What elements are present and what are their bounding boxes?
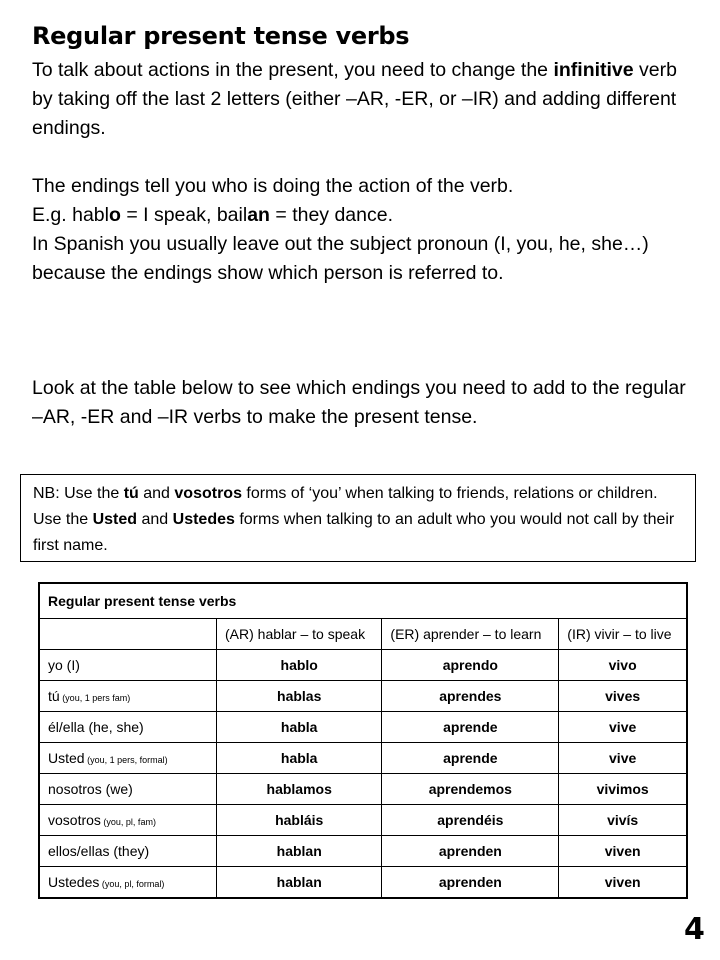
pronoun-paragraph: In Spanish you usually leave out the subject pronoun (I, you, he, she…) because the endings show which person is referred to. — [32, 233, 649, 284]
nb-text-2: and — [138, 485, 175, 502]
table-title: Regular present tense verbs — [39, 583, 687, 619]
example-prefix: E.g. habl — [32, 204, 109, 226]
nb-bold-vosotros: vosotros — [174, 485, 242, 502]
table-header-row — [39, 619, 687, 650]
pronoun-cell — [39, 867, 217, 899]
table-row — [39, 681, 687, 712]
header-ir: (IR) vivir – to live — [559, 619, 687, 650]
pronoun-note: (you, pl, fam) — [100, 817, 156, 827]
pronoun-cell — [39, 712, 217, 743]
table-title-row — [39, 583, 687, 619]
table-row — [39, 805, 687, 836]
table-row — [39, 743, 687, 774]
pronoun-label: Ustedes — [48, 874, 100, 890]
pronoun-note: (you, 1 pers fam) — [59, 693, 131, 703]
header-blank-cell — [39, 619, 217, 650]
pronoun-label: él/ella (he, she) — [48, 719, 144, 735]
verb-table-body — [39, 583, 687, 898]
verb-form-cell: aprendes — [382, 681, 559, 712]
nb-text-1: NB: Use the — [33, 485, 124, 502]
verb-form-cell: habla — [217, 712, 382, 743]
verb-form-cell: habla — [217, 743, 382, 774]
table-row — [39, 836, 687, 867]
pronoun-cell — [39, 774, 217, 805]
table-row — [39, 867, 687, 899]
verb-form-cell: vivo — [559, 650, 687, 681]
page-number: 4 — [684, 912, 705, 947]
verb-form-cell: aprenden — [382, 836, 559, 867]
intro-text: To talk about actions in the present, you need to change the — [32, 59, 554, 81]
pronoun-note: (you, 1 pers, formal) — [84, 755, 168, 765]
pronoun-cell — [39, 836, 217, 867]
verb-form-cell: hablo — [217, 650, 382, 681]
nb-bold-tu: tú — [123, 485, 139, 502]
pronoun-note: (you, pl, formal) — [99, 879, 165, 889]
verb-form-cell: vive — [559, 712, 687, 743]
nb-text-4: and — [137, 511, 173, 528]
header-ar: (AR) hablar – to speak — [217, 619, 382, 650]
verb-form-cell: aprenden — [382, 867, 559, 899]
example-mid: = I speak, bail — [120, 204, 248, 226]
pronoun-cell — [39, 805, 217, 836]
verb-form-cell: vivimos — [559, 774, 687, 805]
pronoun-label: nosotros (we) — [48, 781, 133, 797]
verb-form-cell: viven — [559, 836, 687, 867]
table-row — [39, 650, 687, 681]
nb-box — [20, 474, 696, 562]
intro-text-end: verb by taking off the last 2 letters (either –AR, -ER, or –IR) and adding different endings. — [32, 59, 677, 139]
verb-form-cell: aprende — [382, 712, 559, 743]
table-row — [39, 712, 687, 743]
verb-form-cell: hablamos — [217, 774, 382, 805]
verb-form-cell: vive — [559, 743, 687, 774]
infinitive-bold: infinitive — [553, 59, 634, 81]
verb-form-cell: aprendo — [382, 650, 559, 681]
nb-text-5: forms when talking to an adult who you would not call by their first name. — [33, 511, 675, 554]
verb-form-cell: aprendemos — [382, 774, 559, 805]
pronoun-label: yo (I) — [48, 657, 80, 673]
verb-form-cell: viven — [559, 867, 687, 899]
intro-paragraph — [32, 56, 692, 143]
header-er: (ER) aprender – to learn — [382, 619, 559, 650]
table-intro-paragraph: Look at the table below to see which endings you need to add to the regular –AR, -ER and –IR verbs to make the present tense. — [32, 377, 686, 428]
example-line — [32, 201, 692, 230]
example-ending-1: o — [108, 204, 121, 226]
verb-form-cell: hablas — [217, 681, 382, 712]
verb-form-cell: aprende — [382, 743, 559, 774]
table-row — [39, 774, 687, 805]
endings-paragraph — [32, 172, 692, 230]
nb-bold-ustedes: Ustedes — [172, 511, 235, 528]
verb-form-cell: hablan — [217, 867, 382, 899]
pronoun-cell — [39, 743, 217, 774]
verb-form-cell: aprendéis — [382, 805, 559, 836]
pronoun-label: ellos/ellas (they) — [48, 843, 150, 859]
pronoun-label: Usted — [48, 750, 85, 766]
nb-text-3: forms of ‘you’ when talking to friends, relations or children. Use the — [33, 485, 658, 528]
nb-bold-usted: Usted — [92, 511, 138, 528]
endings-text: The endings tell you who is doing the action of the verb. — [32, 175, 514, 197]
pronoun-cell — [39, 650, 217, 681]
pronoun-cell — [39, 681, 217, 712]
example-ending-2: an — [247, 204, 270, 226]
verb-form-cell: vivís — [559, 805, 687, 836]
verb-form-cell: hablan — [217, 836, 382, 867]
verb-form-cell: vives — [559, 681, 687, 712]
verb-form-cell: habláis — [217, 805, 382, 836]
page-heading: Regular present tense verbs — [32, 22, 410, 50]
pronoun-label: tú — [48, 688, 60, 704]
example-suffix: = they dance. — [269, 204, 394, 226]
pronoun-label: vosotros — [48, 812, 101, 828]
verb-table — [38, 582, 688, 899]
